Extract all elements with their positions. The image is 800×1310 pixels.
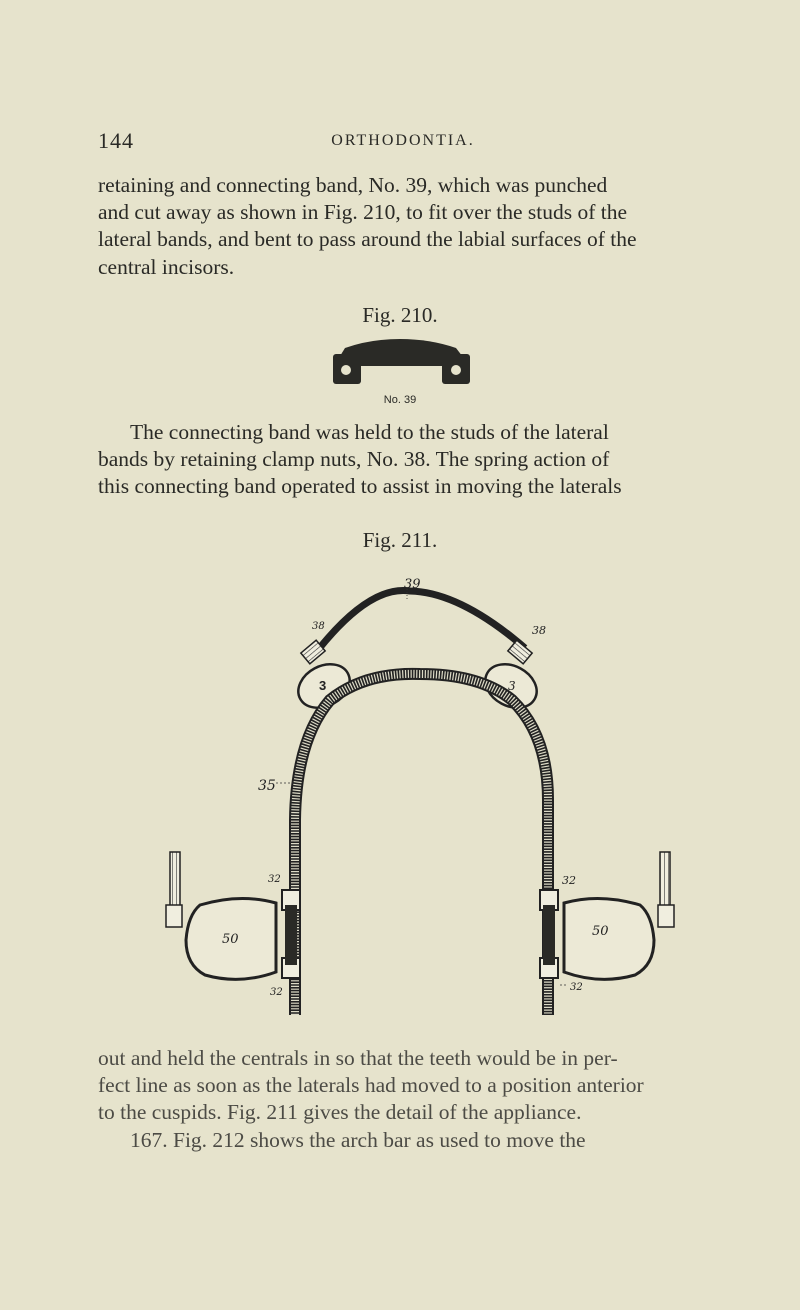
label-clamp-left-lower: 32 <box>270 987 283 998</box>
clamp-nut-right <box>508 640 532 664</box>
label-39: 39 <box>404 577 421 592</box>
text-line: fect line as soon as the laterals had moved to a position anterior <box>98 1073 644 1098</box>
clamp-left-sleeve <box>285 905 297 965</box>
label-clamp-right-upper: 32 <box>562 874 576 887</box>
label-clamp-right-lower: 32 <box>570 982 583 993</box>
text-line: bands by retaining clamp nuts, No. 38. The spring action of <box>98 447 610 472</box>
text-line: 167. Fig. 212 shows the arch bar as used to move the <box>130 1127 586 1152</box>
label-nut-right: 38 <box>532 624 546 637</box>
label-lateral-left: 3 <box>319 678 327 693</box>
text-line: and cut away as shown in Fig. 210, to fit over the studs of the <box>98 200 628 225</box>
label-molar-left: 50 <box>222 932 239 947</box>
molar-band-right <box>564 898 654 979</box>
connecting-band-39 <box>318 590 525 650</box>
paragraph-3 <box>98 1045 740 1154</box>
stud-hole-right <box>451 365 461 375</box>
arch-bar-35 <box>295 674 548 1015</box>
clamp-right-sleeve <box>543 905 555 965</box>
text-line: central incisors. <box>98 254 235 279</box>
band-39-illustration <box>333 339 470 384</box>
text-line: to the cuspids. Fig. 211 gives the detail of the appliance. <box>98 1100 582 1125</box>
label-clamp-left-upper: 32 <box>268 874 281 885</box>
stud-hole-left <box>341 365 351 375</box>
text-line: out and held the centrals in so that the teeth would be in per- <box>98 1046 618 1070</box>
label-molar-right: 50 <box>592 924 609 939</box>
text-line: lateral bands, and bent to pass around the labial surfaces of the <box>98 227 637 252</box>
appliance-illustration <box>166 589 674 1015</box>
text-line: retaining and connecting band, No. 39, which was punched <box>98 173 608 197</box>
page-number: 144 <box>98 128 134 153</box>
figure-210-caption: Fig. 210. <box>362 303 438 327</box>
text-line: this connecting band operated to assist in moving the laterals <box>98 474 622 499</box>
text-line: The connecting band was held to the studs of the lateral <box>130 420 609 444</box>
figure-211-caption: Fig. 211. <box>362 528 438 552</box>
running-title: ORTHODONTIA. <box>331 132 475 149</box>
label-arch-bar: 35 <box>258 778 276 794</box>
band-39-label: No. 39 <box>383 394 417 406</box>
label-nut-left: 38 <box>312 621 325 632</box>
label-lateral-right: 3 <box>508 679 516 693</box>
